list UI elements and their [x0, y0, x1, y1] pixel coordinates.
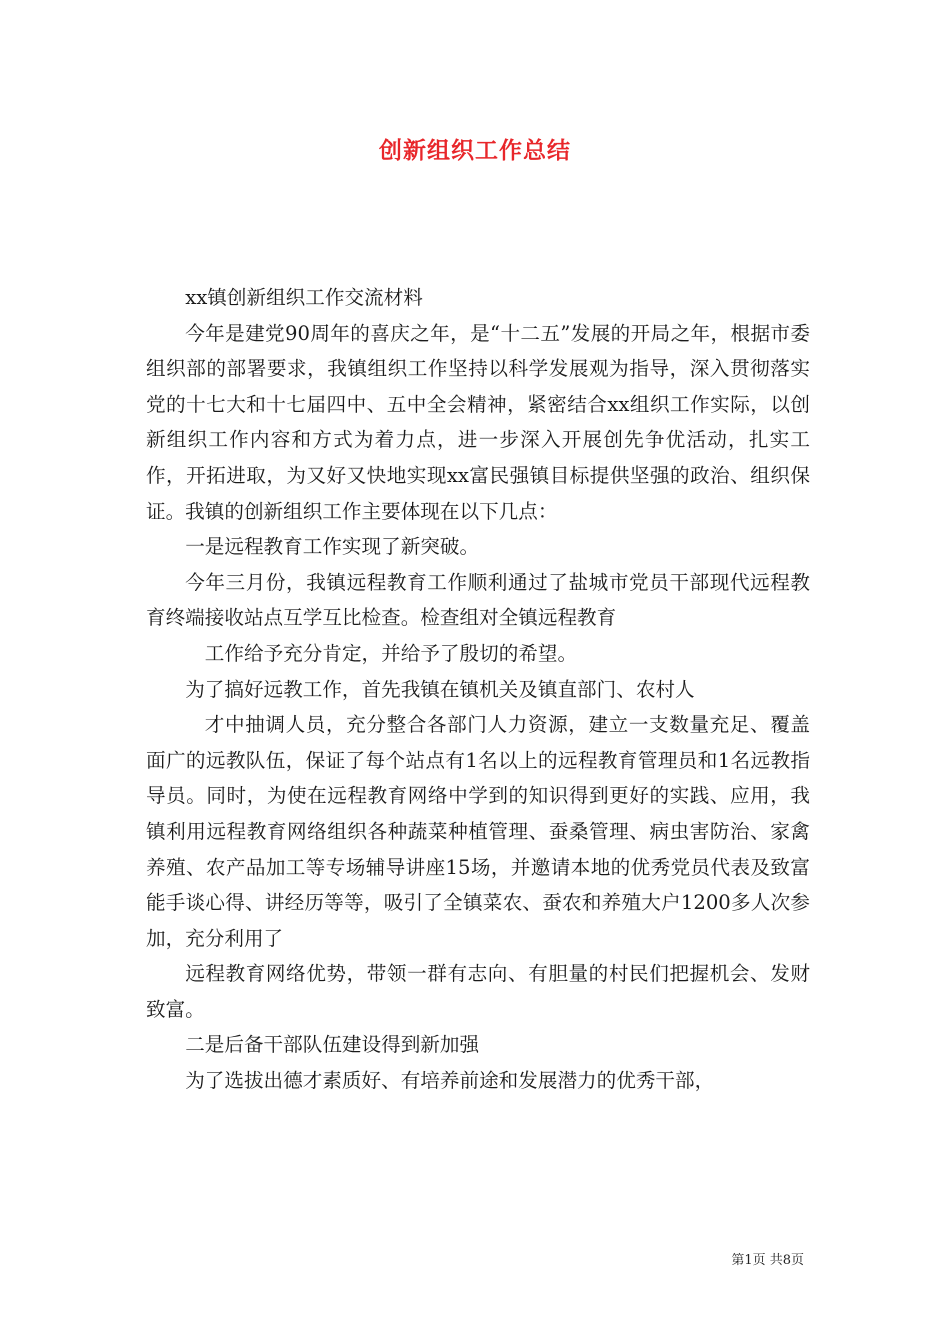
document-title: 创新组织工作总结: [379, 137, 571, 164]
page-number: 第1页 共8页: [731, 1253, 804, 1268]
paragraph-subtitle: xx镇创新组织工作交流材料: [185, 286, 423, 309]
paragraph-network-advantage: 远程教育网络优势，带领一群有志向、有胆量的村民们把握机会、发财致富。: [146, 962, 810, 1021]
paragraph-heading-1: 一是远程教育工作实现了新突破。: [185, 535, 480, 559]
paragraph-march-inspection: 今年三月份，我镇远程教育工作顺利通过了盐城市党员干部现代远程教育终端接收站点互学互比检查。检查组对全镇远程教育: [146, 570, 810, 630]
document-body: [146, 280, 810, 1099]
paragraph-cadre-selection: 为了选拔出德才素质好、有培养前途和发展潜力的优秀干部，: [185, 1069, 715, 1093]
paragraph-intro: 今年是建党90周年的喜庆之年，是“十二五”发展的开局之年，根据市委组织部的部署要求，我镇组织工作坚持以科学发展观为指导，深入贯彻落实党的十七大和十七届四中、五中全会精神，紧密结合xx组织工作实际，以创新组织工作内容和方式为着力点，进一步深入开展创先争优活动，扎实工作，开拓进取，为又好又快地实现xx富民强镇目标提供坚强的政治、组织保证。我镇的创新组织工作主要体现在以下几点：: [146, 321, 810, 523]
paragraph-team-intro: 为了搞好远教工作，首先我镇在镇机关及镇直部门、农村人: [185, 677, 695, 701]
paragraph-affirmation: 工作给予充分肯定，并给予了殷切的希望。: [204, 641, 578, 665]
paragraph-team-detail: 才中抽调人员，充分整合各部门人力资源，建立一支数量充足、覆盖面广的远教队伍，保证了每个站点有1名以上的远程教育管理员和1名远教指导员。同时，为使在远程教育网络中学到的知识得到更好的实践、应用，我镇利用远程教育网络组织各种蔬菜种植管理、蚕桑管理、病虫害防治、家禽养殖、农产品加工等专场辅导讲座15场，并邀请本地的优秀党员代表及致富能手谈心得、讲经历等等，吸引了全镇菜农、蚕农和养殖大户1200多人次参加，充分利用了: [146, 713, 810, 950]
paragraph-heading-2: 二是后备干部队伍建设得到新加强: [185, 1033, 480, 1057]
